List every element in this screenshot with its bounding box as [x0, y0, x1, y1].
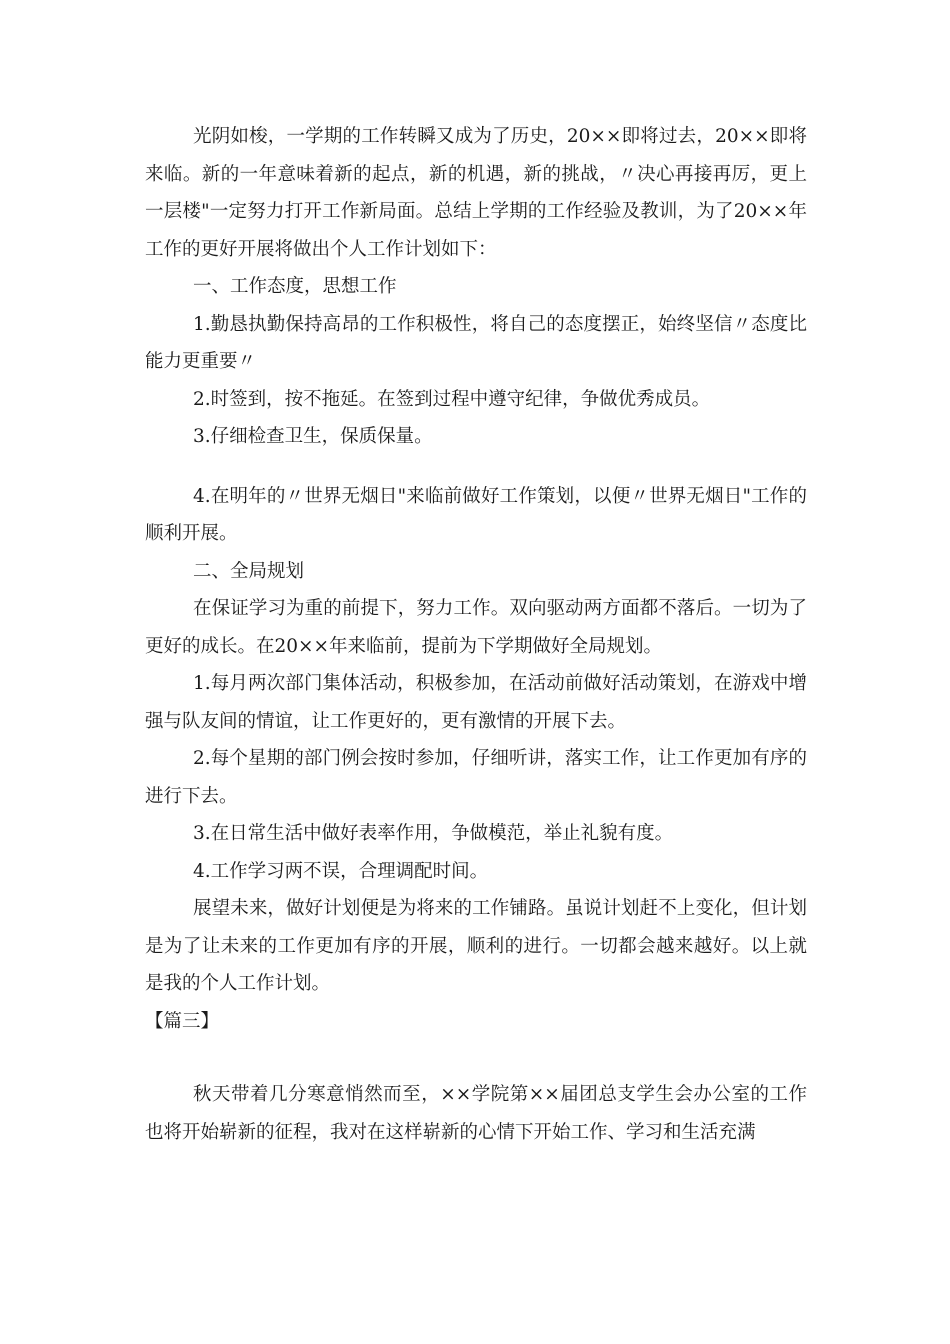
list-item: 2.时签到，按不拖延。在签到过程中遵守纪律，争做优秀成员。	[193, 388, 711, 410]
list-item: 2.每个星期的部门例会按时参加，仔细听讲，落实工作，让工作更加有序的进行下去。	[145, 748, 807, 807]
section-two-heading: 二、全局规划	[193, 560, 305, 582]
intro-paragraph: 光阴如梭，一学期的工作转瞬又成为了历史，20××即将过去，20××即将来临。新的一年意味着新的起点，新的机遇，新的挑战，〃决心再接再厉，更上一层楼"一定努力打开工作新局面。总结上学期的工作经验及教训，为了20××年工作的更好开展将做出个人工作计划如下：	[145, 126, 807, 260]
list-item: 3.在日常生活中做好表率作用，争做模范，举止礼貌有度。	[193, 823, 674, 844]
document-page	[145, 118, 807, 1151]
list-item: 1.每月两次部门集体活动，积极参加，在活动前做好活动策划，在游戏中增强与队友间的情谊，让工作更好的，更有激情的开展下去。	[145, 673, 807, 732]
section-heading-part-three: 【篇三】	[145, 1010, 220, 1032]
list-item: 3.仔细检查卫生，保质保量。	[193, 426, 433, 447]
list-item: 4.工作学习两不误，合理调配时间。	[193, 860, 489, 882]
closing-paragraph: 展望未来，做好计划便是为将来的工作铺路。虽说计划赶不上变化，但计划是为了让未来的工作更加有序的开展，顺利的进行。一切都会越来越好。以上就是我的个人工作计划。	[145, 898, 807, 994]
part-three-paragraph: 秋天带着几分寒意悄然而至，××学院第××届团总支学生会办公室的工作也将开始崭新的征程，我对在这样崭新的心情下开始工作、学习和生活充满	[145, 1084, 807, 1143]
list-item: 4.在明年的〃世界无烟日"来临前做好工作策划，以便〃世界无烟日"工作的顺利开展。	[145, 485, 807, 544]
section-two-intro: 在保证学习为重的前提下，努力工作。双向驱动两方面都不落后。一切为了更好的成长。在20××年来临前，提前为下学期做好全局规划。	[145, 598, 807, 657]
section-one-heading: 一、工作态度，思想工作	[193, 276, 397, 297]
list-item: 1.勤恳执勤保持高昂的工作积极性，将自己的态度摆正，始终坚信〃态度比能力更重要〃	[145, 313, 807, 372]
